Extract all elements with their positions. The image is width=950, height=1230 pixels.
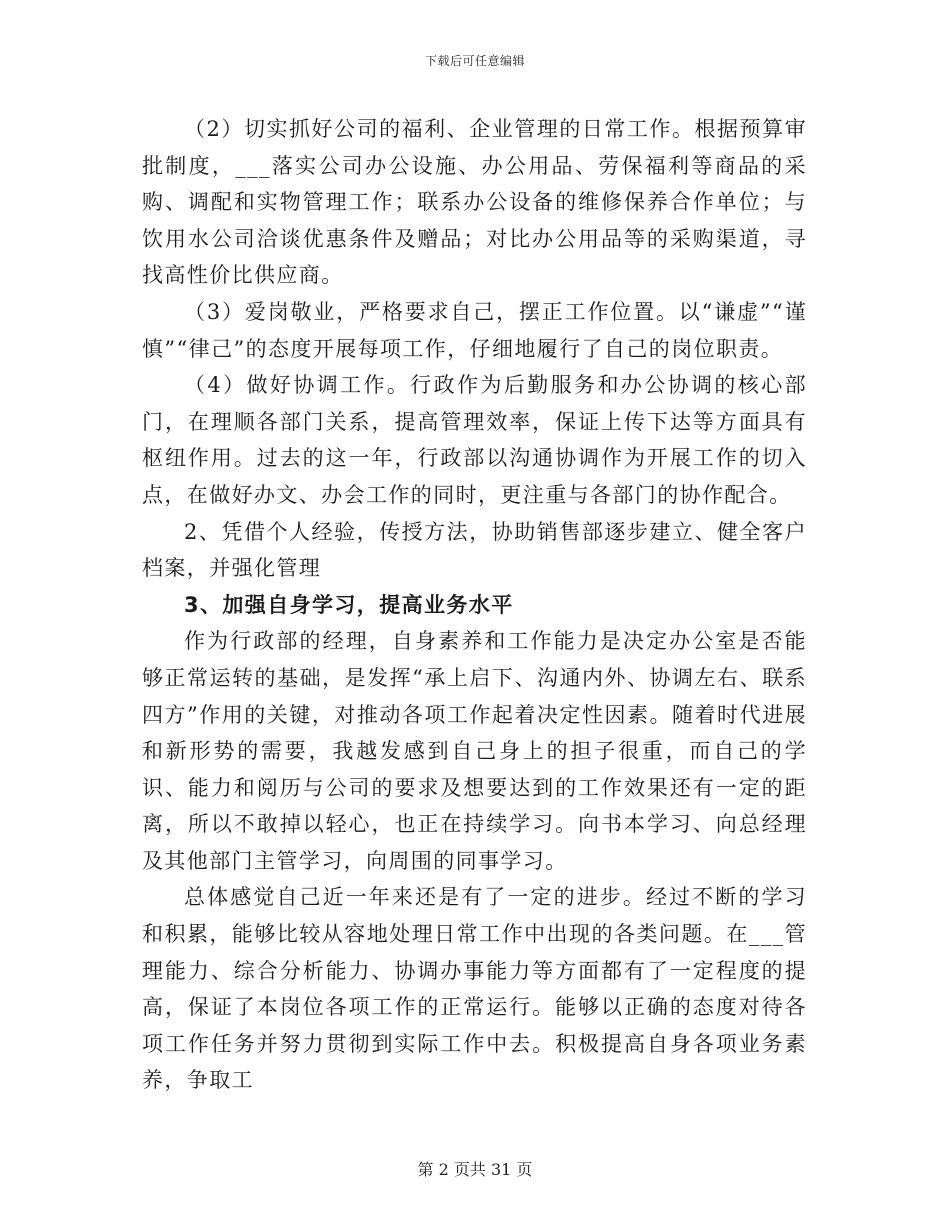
paragraph-customer-files: 2、凭借个人经验，传授方法，协助销售部逐步建立、健全客户档案，并强化管理	[142, 519, 807, 581]
paragraph-self-learning: 作为行政部的经理，自身素养和工作能力是决定办公室是否能够正常运转的基础，是发挥“承上启下、沟通内外、协调左右、联系四方”作用的关键，对推动各项工作起着决定性因素。随着时代进展和新形势的需要，我越发感到自己身上的担子很重，而自己的学识、能力和阅历与公司的要求及想要达到的工作效果还有一定的距离，所以不敢掉以轻心，也正在持续学习。向书本学习、向总经理及其他部门主管学习，向周围的同事学习。	[142, 629, 807, 873]
paragraph-dedication: （3）爱岗敬业，严格要求自己，摆正工作位置。以“谦虚”“谨慎”“律己”的态度开展每项工作，仔细地履行了自己的岗位职责。	[142, 299, 807, 361]
document-body	[142, 111, 807, 1099]
paragraph-summary: 总体感觉自己近一年来还是有了一定的进步。经过不断的学习和积累，能够比较从容地处理日常工作中出现的各类问题。在___管理能力、综合分析能力、协调办事能力等方面都有了一定程度的提高，保证了本岗位各项工作的正常运行。能够以正确的态度对待各项工作任务并努力贯彻到实际工作中去。积极提高自身各项业务素养，争取工	[142, 885, 807, 1093]
page-footer: 第 2 页共 31 页	[417, 1160, 533, 1179]
section-heading: 3、加强自身学习，提高业务水平	[184, 592, 514, 617]
paragraph-welfare-management: （2）切实抓好公司的福利、企业管理的日常工作。根据预算审批制度，___落实公司办公设施、办公用品、劳保福利等商品的采购、调配和实物管理工作；联系办公设备的维修保养合作单位；与饮用水公司洽谈优惠条件及赠品；对比办公用品等的采购渠道，寻找高性价比供应商。	[142, 117, 807, 288]
page-header: 下载后可任意编辑	[424, 54, 525, 68]
paragraph-coordination: （4）做好协调工作。行政作为后勤服务和办公协调的核心部门，在理顺各部门关系，提高管理效率，保证上传下达等方面具有枢纽作用。过去的这一年，行政部以沟通协调作为开展工作的切入点，在做好办文、办会工作的同时，更注重与各部门的协作配合。	[142, 373, 807, 507]
